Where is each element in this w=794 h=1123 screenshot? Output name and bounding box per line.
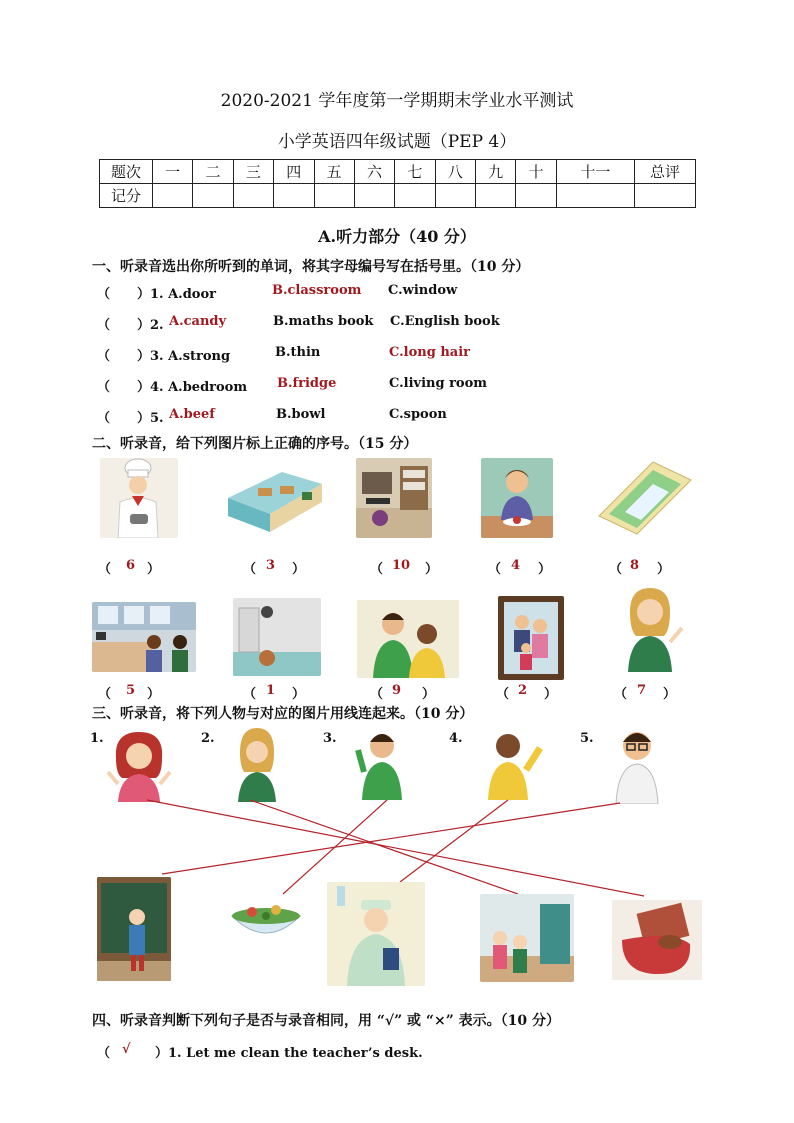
score-cell: 八 (435, 160, 475, 184)
teacher-classroom-picture (97, 877, 171, 981)
picture-3-answer: 10 (392, 558, 411, 573)
person-number: 3. (323, 731, 337, 746)
paren-close: ） (292, 687, 306, 702)
salad-bowl-picture (228, 898, 304, 948)
question-5-prefix: ）5. (137, 411, 164, 426)
answer-paren[interactable]: （ (97, 349, 111, 364)
answer-paren[interactable]: （ (98, 687, 112, 702)
picture-8-answer: 9 (392, 683, 402, 698)
person-number: 1. (90, 731, 104, 746)
question-2-prefix: ）2. (137, 318, 164, 333)
score-cell: 四 (274, 160, 314, 184)
answer-paren[interactable]: （ (243, 687, 257, 702)
picture-10-answer: 7 (637, 683, 647, 698)
question-1-option-c: C.window (388, 283, 458, 298)
answer-paren[interactable]: （ (370, 687, 384, 702)
question-4-prefix: ）4. A.bedroom (137, 380, 248, 395)
section-a-heading: A.听力部分（40 分） (318, 227, 476, 246)
answer-paren[interactable]: （ (97, 411, 111, 426)
answer-paren[interactable]: （ (97, 318, 111, 333)
picture-1-answer: 6 (126, 558, 136, 573)
exam-subtitle: 小学英语四年级试题（PEP 4） (277, 132, 517, 152)
score-row-label: 记分 (100, 184, 153, 208)
score-cell: 题次 (100, 160, 153, 184)
paren-close: ） (147, 687, 161, 702)
question-1-option-b: B.classroom (272, 283, 362, 298)
match-line (162, 803, 620, 874)
picture-5-answer: 8 (630, 558, 640, 573)
question-3-prefix: ）3. A.strong (137, 349, 231, 364)
question-2-option-a: A.candy (169, 314, 227, 329)
person-number: 4. (449, 731, 463, 746)
doctor-picture (327, 882, 425, 986)
paren-close: ） (425, 562, 439, 577)
score-cell: 十一 (556, 160, 634, 184)
question-3-option-c: C.long hair (389, 345, 470, 360)
score-cell: 九 (476, 160, 516, 184)
question-5-option-a: A.beef (169, 407, 215, 422)
score-cell: 三 (233, 160, 273, 184)
part4-heading: 四、听录音判断下列句子是否与录音相同，用 “√” 或 “×” 表示。（10 分） (92, 1013, 560, 1029)
person-number: 2. (201, 731, 215, 746)
person-number: 5. (580, 731, 594, 746)
picture-4-answer: 4 (511, 558, 521, 573)
question-5-option-b: B.bowl (276, 407, 326, 422)
kitchen-picture (480, 894, 574, 982)
paren-close: ） (292, 562, 306, 577)
answer-paren[interactable]: （ (614, 687, 628, 702)
answer-paren[interactable]: （ (488, 562, 502, 577)
picture-2-answer: 3 (266, 558, 276, 573)
answer-paren[interactable]: （ (97, 380, 111, 395)
part4-item-1-text: ）1. Let me clean the teacher’s desk. (155, 1046, 423, 1061)
answer-paren[interactable]: （ (609, 562, 623, 577)
answer-paren[interactable]: （ (370, 562, 384, 577)
score-cell: 七 (395, 160, 435, 184)
part4-item-1-answer: √ (122, 1042, 131, 1057)
score-cell: 十 (516, 160, 556, 184)
answer-paren[interactable]: （ (97, 1046, 111, 1061)
picture-6-answer: 5 (126, 683, 136, 698)
part1-heading: 一、听录音选出你所听到的单词，将其字母编号写在括号里。（10 分） (92, 259, 530, 275)
question-2-option-c: C.English book (390, 314, 500, 329)
question-5-option-c: C.spoon (389, 407, 447, 422)
question-2-option-b: B.maths book (273, 314, 374, 329)
match-line (400, 800, 508, 882)
paren-close: ） (657, 562, 671, 577)
score-cell: 总评 (635, 160, 696, 184)
paren-close: ） (544, 687, 558, 702)
answer-paren[interactable]: （ (243, 562, 257, 577)
picture-9-answer: 2 (518, 683, 528, 698)
paren-close: ） (663, 687, 677, 702)
part3-heading: 三、听录音，将下列人物与对应的图片用线连起来。（10 分） (92, 706, 474, 722)
question-4-option-b: B.fridge (277, 376, 337, 391)
match-line (250, 800, 518, 894)
paren-close: ） (422, 687, 436, 702)
answer-paren[interactable]: （ (97, 287, 111, 302)
question-4-option-c: C.living room (389, 376, 488, 391)
question-3-option-b: B.thin (275, 345, 321, 360)
exam-title: 2020-2021 学年度第一学期期末学业水平测试 (220, 91, 574, 111)
score-cell: 一 (153, 160, 193, 184)
score-cell: 六 (354, 160, 394, 184)
school-bag-picture (612, 900, 702, 980)
score-cell: 二 (193, 160, 233, 184)
answer-paren[interactable]: （ (496, 687, 510, 702)
picture-7-answer: 1 (266, 683, 276, 698)
part2-heading: 二、听录音，给下列图片标上正确的序号。（15 分） (92, 436, 418, 452)
paren-close: ） (147, 562, 161, 577)
answer-paren[interactable]: （ (98, 562, 112, 577)
score-cell: 五 (314, 160, 354, 184)
paren-close: ） (538, 562, 552, 577)
question-1-prefix: ）1. A.door (137, 287, 216, 302)
